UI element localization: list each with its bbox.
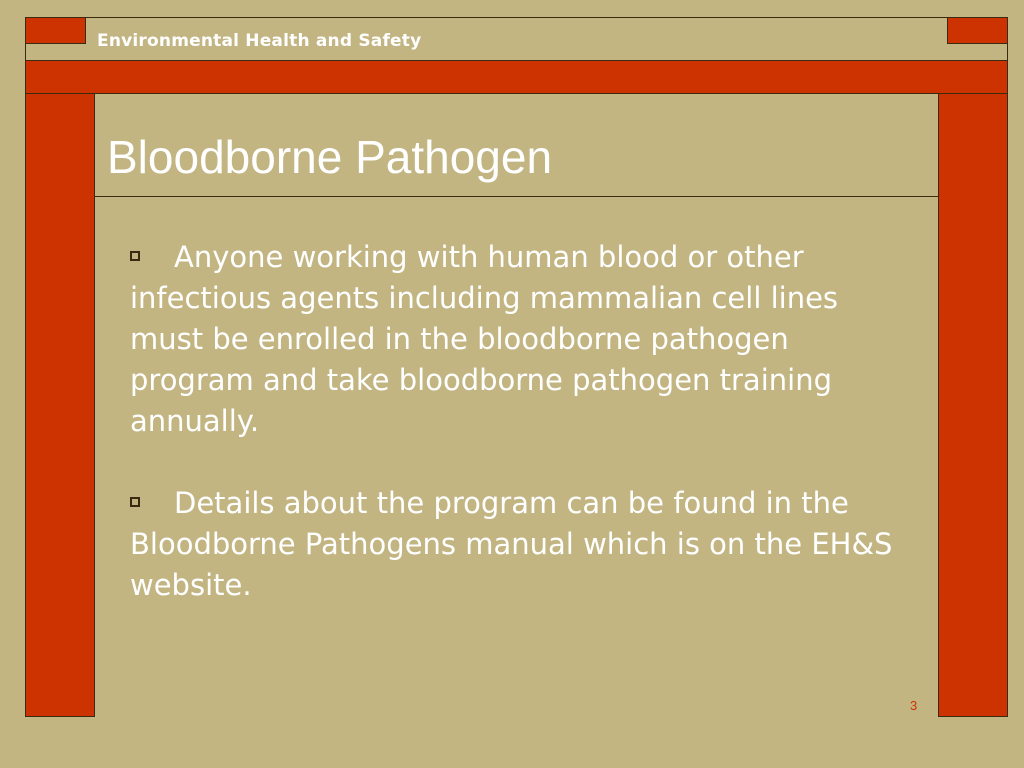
bullet-text: Details about the program can be found in the Bloodborne Pathogens manual which is on the EH&S website. (130, 486, 893, 602)
header-right-line (1007, 17, 1008, 61)
title-divider (94, 196, 939, 197)
corner-block-left (25, 17, 86, 44)
page-number: 3 (910, 698, 918, 713)
square-bullet-icon (130, 251, 140, 261)
bullet-item (130, 237, 920, 442)
header-top-line (25, 17, 1008, 18)
header-red-bar (25, 60, 1008, 94)
bullet-text: Anyone working with human blood or other infectious agents including mammalian cell lines must be enrolled in the bloodborne pathogen program and take bloodborne pathogen training annually. (130, 240, 839, 438)
left-column (25, 93, 95, 717)
header-left-line (25, 17, 26, 61)
square-bullet-icon (130, 497, 140, 507)
header-title: Environmental Health and Safety (97, 31, 422, 51)
corner-block-right (947, 17, 1008, 44)
bullet-list (130, 237, 920, 647)
slide-title: Bloodborne Pathogen (107, 131, 553, 183)
bullet-item (130, 483, 920, 606)
right-column (938, 93, 1008, 717)
